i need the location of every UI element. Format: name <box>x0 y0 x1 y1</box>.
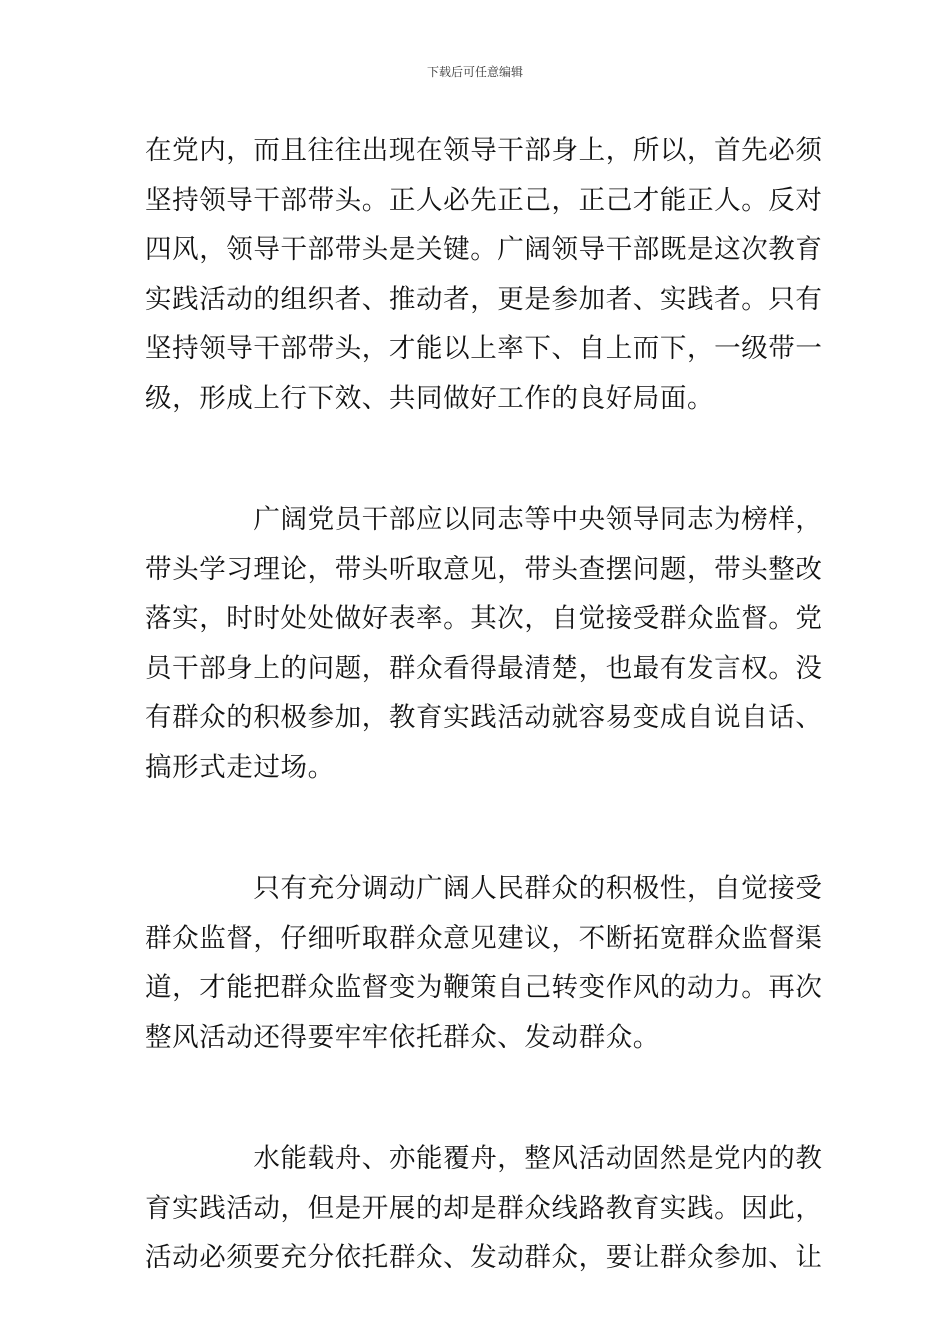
text-line: 实践活动的组织者、推动者，更是参加者、实践者。只有 <box>145 283 823 315</box>
text-line: 育实践活动，但是开展的却是群众线路教育实践。因此， <box>145 1192 823 1224</box>
text-line: 坚持领导干部带头，才能以上率下、自上而下，一级带一 <box>145 333 823 364</box>
page-header-note: 下载后可任意编辑 <box>426 65 523 79</box>
paragraph-2 <box>145 495 823 792</box>
text-line: 活动必须要充分依托群众、发动群众，要让群众参加、让 <box>145 1242 823 1273</box>
text-line: 有群众的积极参加，教育实践活动就容易变成自说自话、 <box>145 702 823 733</box>
text-line: 道，才能把群众监督变为鞭策自己转变作风的动力。再次 <box>145 972 823 1003</box>
text-line: 在党内，而且往往出现在领导干部身上，所以，首先必须 <box>145 135 823 166</box>
text-line: 水能载舟、亦能覆舟，整风活动固然是党内的教 <box>145 1143 823 1174</box>
text-line: 落实，时时处处做好表率。其次，自觉接受群众监督。党 <box>145 603 823 634</box>
text-line: 只有充分调动广阔人民群众的积极性，自觉接受 <box>145 873 823 904</box>
text-line: 群众监督，仔细听取群众意见建议，不断拓宽群众监督渠 <box>145 922 823 954</box>
text-line: 级，形成上行下效、共同做好工作的良好局面。 <box>145 382 715 414</box>
paragraph-1 <box>145 126 823 423</box>
paragraph-4 <box>145 1134 823 1283</box>
text-line: 广阔党员干部应以同志等中央领导同志为榜样， <box>145 504 823 535</box>
text-line: 四风，领导干部带头是关键。广阔领导干部既是这次教育 <box>145 234 823 265</box>
text-line: 带头学习理论，带头听取意见，带头查摆问题，带头整改 <box>145 553 823 585</box>
paragraph-3 <box>145 864 823 1062</box>
document-body <box>145 126 823 1283</box>
text-line: 坚持领导干部带头。正人必先正己，正己才能正人。反对 <box>145 184 823 216</box>
text-line: 搞形式走过场。 <box>145 751 335 783</box>
text-line: 整风活动还得要牢牢依托群众、发动群众。 <box>145 1021 660 1053</box>
text-line: 员干部身上的问题，群众看得最清楚，也最有发言权。没 <box>145 652 823 684</box>
